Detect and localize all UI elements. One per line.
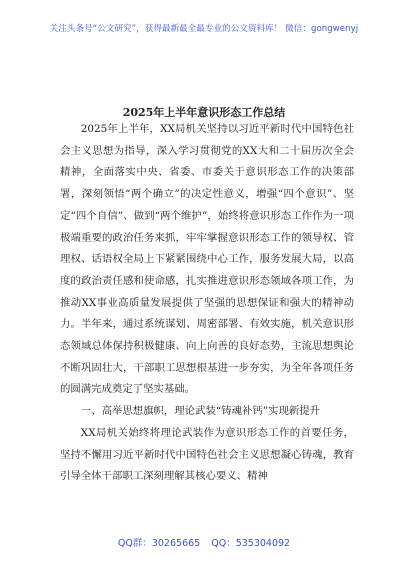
- footer-contacts: [0, 535, 408, 549]
- document-body: [60, 119, 354, 488]
- section-heading: 一、高举思想旗帜，理论武装“铸魂补钙”实现新提升: [80, 405, 321, 418]
- promo-banner: 关注头条号“公文研究”，获得最新最全最专业的公文资料库！ 微信：gongwenyj: [49, 24, 359, 34]
- document-title: 2025年上半年意识形态工作总结: [122, 106, 286, 119]
- paragraph-section-1: XX局机关始终将理论武装作为意识形态工作的首要任务，坚持不懈用习近平新时代中国特色社会主义思想凝心铸魂，教育引导全体干部职工深刻理解其核心要义、精神: [60, 426, 354, 483]
- paragraph-intro: 2025年上半年，XX局机关坚持以习近平新时代中国特色社会主义思想为指导，深入学习贯彻党的XX大和二十届历次全会精神，全面落实中央、省委、市委关于意识形态工作的决策部署，深刻领悟“两个确立”的决定性意义，增强“四个意识”、坚定“四个自信”、做到“两个维护”，始终将意识形态工作作为一项极端重要的政治任务来抓，牢牢掌握意识形态工作的领导权、管理权、话语权全局上下紧紧围绕中心工作，服务发展大局，以高度的政治责任感和使命感，扎实推进意识形态领域各项工作，为推动XX事业高质量发展提供了坚强的思想保证和强大的精神动力。半年来，通过系统谋划、周密部署、有效实施，机关意识形态领域总体保持积极健康、向上向善的良好态势，主流思想舆论不断巩固壮大，干部职工思想根基进一步夯实，为全年各项任务的圆满完成奠定了坚实基础。: [60, 123, 354, 396]
- qq-number-text: QQ：535304092: [211, 538, 291, 549]
- qq-group-text: QQ群：30265665: [117, 538, 201, 549]
